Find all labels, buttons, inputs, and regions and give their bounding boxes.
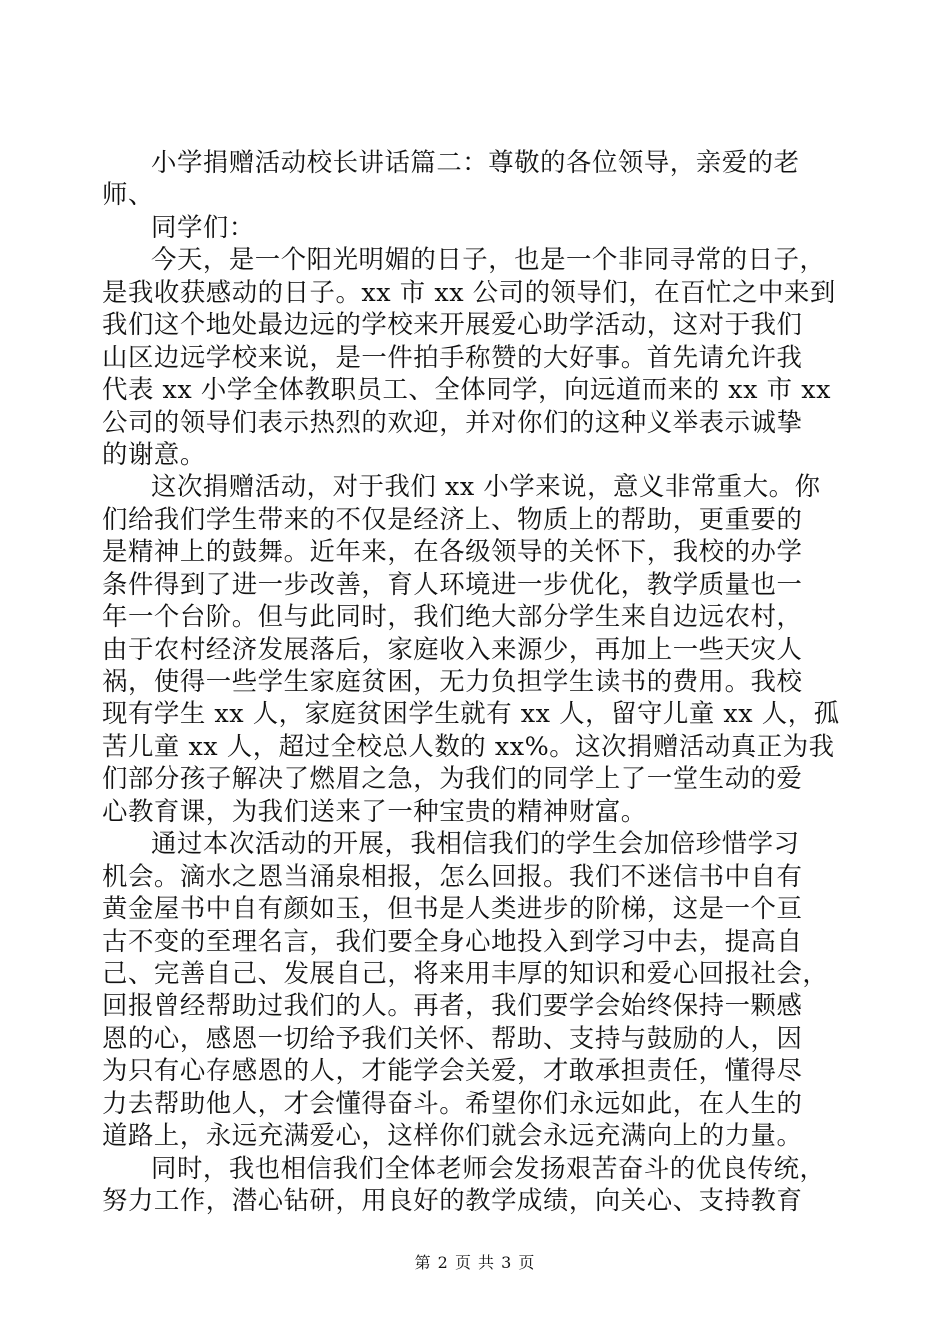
text-line: 祸，使得一些学生家庭贫困，无力负担学生读书的费用。我校 (102, 666, 803, 696)
text-line: 恩的心，感恩一切给予我们关怀、帮助、支持与鼓励的人，因 (102, 1022, 803, 1053)
document-body (102, 146, 842, 1216)
text-line: 同学们： (151, 211, 255, 242)
text-line: 代表 xx 小学全体教职员工、全体同学，向远道而来的 xx 市 xx (102, 374, 831, 405)
text-line: 力去帮助他人，才会懂得奋斗。希望你们永远如此，在人生的 (102, 1087, 803, 1118)
text-line: 这次捐赠活动，对于我们 xx 小学来说，意义非常重大。你 (151, 471, 821, 502)
text-line: 机会。滴水之恩当涌泉相报，怎么回报。我们不迷信书中自有 (102, 860, 803, 891)
text-line: 道路上，永远充满爱心，这样你们就会永远充满向上的力量。 (102, 1120, 803, 1151)
text-line: 们部分孩子解决了燃眉之急，为我们的同学上了一堂生动的爱 (102, 763, 803, 794)
text-line: 通过本次活动的开展，我相信我们的学生会加倍珍惜学习 (151, 828, 800, 859)
text-line: 我们这个地处最边远的学校来开展爱心助学活动，这对于我们 (102, 309, 803, 340)
text-line: 黄金屋书中自有颜如玉，但书是人类进步的阶梯，这是一个亘 (102, 893, 803, 924)
text-line: 努力工作，潜心钻研，用良好的教学成绩，向关心、支持教育 (102, 1185, 803, 1215)
page-number-footer: 第 2 页 共 3 页 (414, 1253, 536, 1272)
text-line: 古不变的至理名言，我们要全身心地投入到学习中去，提高自 (102, 925, 803, 956)
text-line: 心教育课，为我们送来了一种宝贵的精神财富。 (102, 795, 647, 826)
text-line: 的谢意。 (102, 438, 206, 469)
text-line: 是精神上的鼓舞。近年来，在各级领导的关怀下，我校的办学 (102, 536, 803, 567)
text-line: 小学捐赠活动校长讲话篇二：尊敬的各位领导，亲爱的老 (151, 147, 800, 177)
text-line: 们给我们学生带来的不仅是经济上、物质上的帮助，更重要的 (102, 503, 803, 534)
text-line: 为只有心存感恩的人，才能学会关爱，才敢承担责任，懂得尽 (102, 1055, 803, 1086)
text-line: 回报曾经帮助过我们的人。再者，我们要学会始终保持一颗感 (102, 990, 803, 1021)
text-line: 条件得到了进一步改善，育人环境进一步优化，教学质量也一 (102, 568, 803, 599)
text-line: 公司的领导们表示热烈的欢迎，并对你们的这种义举表示诚挚 (102, 406, 803, 437)
text-line: 师、 (102, 179, 154, 210)
text-line: 山区边远学校来说，是一件拍手称赞的大好事。首先请允许我 (102, 341, 803, 372)
text-line: 己、完善自己、发展自己，将来用丰厚的知识和爱心回报社会， (102, 957, 829, 988)
text-line: 年一个台阶。但与此同时，我们绝大部分学生来自边远农村， (102, 601, 803, 632)
text-line: 现有学生 xx 人，家庭贫困学生就有 xx 人，留守儿童 xx 人，孤 (102, 698, 840, 729)
text-line: 苦儿童 xx 人，超过全校总人数的 xx%。这次捐赠活动真正为我 (102, 730, 835, 761)
text-line: 由于农村经济发展落后，家庭收入来源少，再加上一些天灾人 (102, 633, 803, 664)
text-line: 是我收获感动的日子。xx 市 xx 公司的领导们，在百忙之中来到 (102, 276, 836, 307)
text-line: 今天，是一个阳光明媚的日子，也是一个非同寻常的日子， (151, 244, 826, 275)
text-line: 同时，我也相信我们全体老师会发扬艰苦奋斗的优良传统， (151, 1152, 826, 1183)
